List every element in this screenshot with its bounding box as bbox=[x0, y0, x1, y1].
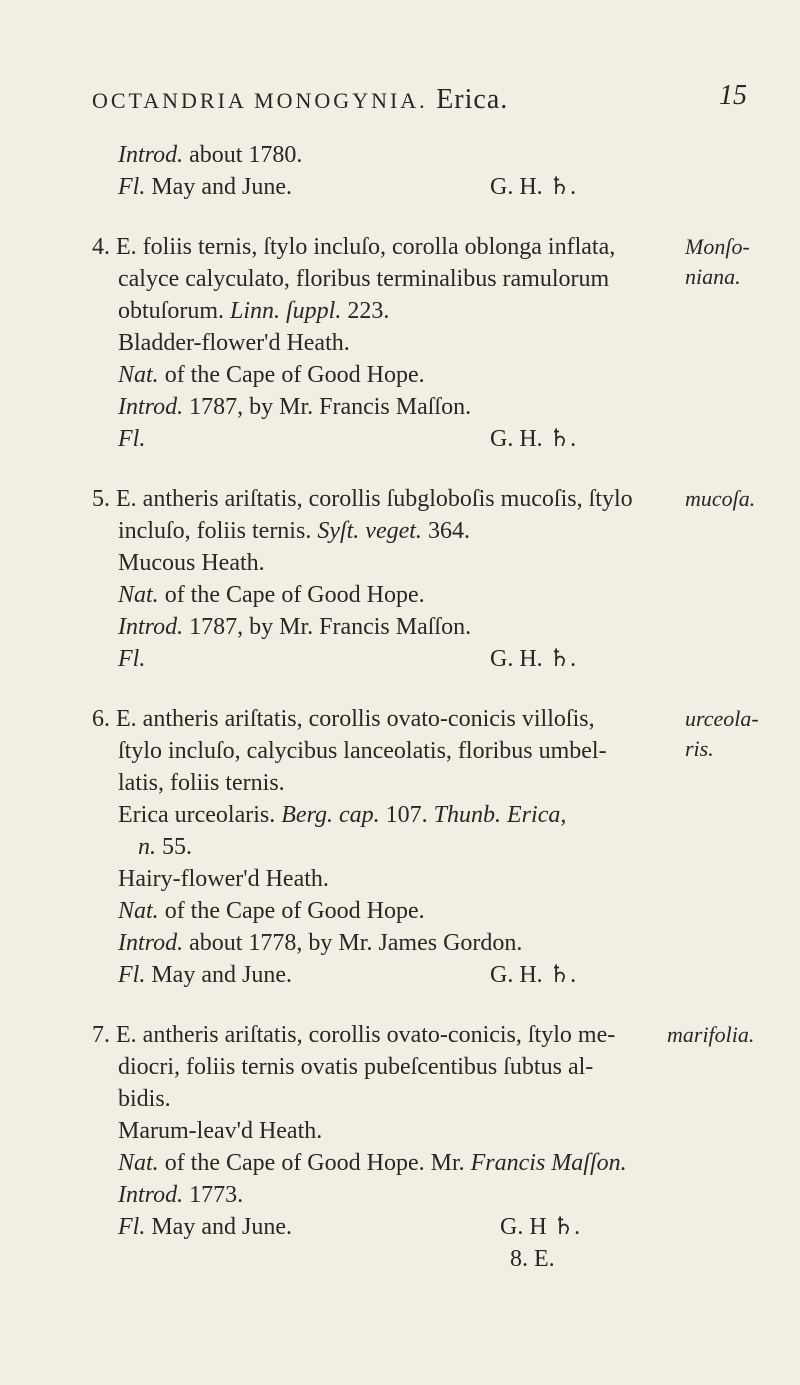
entry-line bbox=[92, 232, 615, 262]
running-title-text: OCTANDRIA MONOGYNIA. bbox=[92, 88, 428, 113]
entry-text: E. foliis ternis, ſtylo incluſo, corolla oblonga inflata, bbox=[116, 234, 616, 260]
citation-page: 223. bbox=[341, 298, 390, 324]
citation-page: 364. bbox=[421, 518, 470, 544]
habitat-symbol: G. H. ♄. bbox=[490, 646, 577, 672]
habitat-symbol: G. H ♄. bbox=[500, 1214, 581, 1240]
catchword: 8. E. bbox=[510, 1246, 555, 1272]
entry-line: latis, foliis ternis. bbox=[118, 770, 285, 796]
entry-line: calyce calyculato, floribus terminalibus ramulorum bbox=[118, 266, 610, 292]
genus-title: Erica. bbox=[436, 84, 509, 115]
nat-label: Nat. bbox=[118, 898, 159, 924]
entry-text: E. antheris ariſtatis, corollis ſubgloboſis mucoſis, ſtylo bbox=[116, 486, 633, 512]
entry-line: bidis. bbox=[118, 1086, 171, 1112]
introd-line bbox=[118, 392, 471, 422]
species-name: urceola- bbox=[685, 706, 759, 731]
synonym-text: Erica urceolaris. bbox=[118, 802, 282, 828]
entry-text: obtuſorum. bbox=[118, 298, 230, 324]
entry-line bbox=[92, 1020, 615, 1050]
native-line bbox=[118, 896, 425, 926]
citation-page: 55. bbox=[156, 834, 192, 860]
introd-line bbox=[118, 1180, 243, 1210]
flowering-line bbox=[118, 172, 292, 202]
page-number: 15 bbox=[719, 80, 747, 111]
introd-label: Introd. bbox=[118, 930, 184, 956]
native-line bbox=[118, 580, 425, 610]
flowering-line bbox=[118, 644, 145, 674]
common-name: Mucous Heath. bbox=[118, 550, 265, 576]
fl-text: May and June. bbox=[145, 1214, 292, 1240]
citation: Syſt. veget. bbox=[317, 518, 422, 544]
entry-number: 6. bbox=[92, 706, 110, 732]
species-name: niana. bbox=[685, 264, 741, 289]
running-title bbox=[92, 84, 508, 116]
introd-label: Introd. bbox=[118, 1182, 184, 1208]
introd-line bbox=[118, 140, 302, 170]
entry-number: 7. bbox=[92, 1022, 110, 1048]
common-name: Hairy-flower'd Heath. bbox=[118, 866, 329, 892]
fl-label: Fl. bbox=[118, 174, 146, 200]
flowering-line bbox=[118, 1212, 292, 1242]
fl-text: May and June. bbox=[145, 174, 292, 200]
flowering-line bbox=[118, 960, 292, 990]
entry-line bbox=[118, 296, 389, 326]
flowering-line bbox=[118, 424, 145, 454]
running-header bbox=[92, 78, 747, 118]
nat-text: of the Cape of Good Hope. bbox=[158, 582, 425, 608]
habitat-symbol: G. H. ♄. bbox=[490, 962, 577, 988]
introd-label: Introd. bbox=[118, 394, 184, 420]
citation: Linn. ſuppl. bbox=[230, 298, 342, 324]
introd-text: 1773. bbox=[183, 1182, 244, 1208]
introd-line bbox=[118, 612, 471, 642]
citation: n. bbox=[138, 834, 156, 860]
introd-text: about 1780. bbox=[183, 142, 303, 168]
habitat-symbol: G. H. ♄. bbox=[490, 426, 577, 452]
collector-name: Francis Maſſon. bbox=[470, 1150, 627, 1176]
habitat-symbol: G. H. ♄. bbox=[490, 174, 577, 200]
synonym-line bbox=[138, 832, 192, 862]
species-name: mucoſa. bbox=[685, 486, 756, 511]
entry-text: incluſo, foliis ternis. bbox=[118, 518, 318, 544]
entry-number: 5. bbox=[92, 486, 110, 512]
entry-line: ſtylo incluſo, calycibus lanceolatis, floribus umbel- bbox=[118, 738, 607, 764]
introd-line bbox=[118, 928, 522, 958]
synonym-line bbox=[118, 800, 566, 830]
nat-text: of the Cape of Good Hope. bbox=[158, 898, 425, 924]
citation-page: 107. bbox=[379, 802, 434, 828]
fl-label: Fl. bbox=[118, 426, 146, 452]
nat-label: Nat. bbox=[118, 362, 159, 388]
common-name: Marum-leav'd Heath. bbox=[118, 1118, 323, 1144]
introd-text: about 1778, by Mr. James Gordon. bbox=[183, 930, 523, 956]
entry-number: 4. bbox=[92, 234, 110, 260]
citation: Berg. cap. bbox=[281, 802, 380, 828]
native-line bbox=[118, 1148, 627, 1178]
entry-line bbox=[118, 516, 470, 546]
introd-label: Introd. bbox=[118, 142, 184, 168]
nat-label: Nat. bbox=[118, 1150, 159, 1176]
fl-label: Fl. bbox=[118, 646, 146, 672]
fl-label: Fl. bbox=[118, 962, 146, 988]
nat-text: of the Cape of Good Hope. bbox=[158, 362, 425, 388]
introd-text: 1787, by Mr. Francis Maſſon. bbox=[183, 614, 472, 640]
species-name: marifolia. bbox=[667, 1022, 755, 1047]
common-name: Bladder-flower'd Heath. bbox=[118, 330, 350, 356]
nat-text: of the Cape of Good Hope. Mr. bbox=[158, 1150, 471, 1176]
entry-text: E. antheris ariſtatis, corollis ovato-conicis, ſtylo me- bbox=[116, 1022, 616, 1048]
entry-line bbox=[92, 484, 633, 514]
fl-text: May and June. bbox=[145, 962, 292, 988]
species-name: ris. bbox=[685, 736, 714, 761]
fl-label: Fl. bbox=[118, 1214, 146, 1240]
native-line bbox=[118, 360, 425, 390]
entry-text: E. antheris ariſtatis, corollis ovato-conicis villoſis, bbox=[116, 706, 595, 732]
introd-text: 1787, by Mr. Francis Maſſon. bbox=[183, 394, 472, 420]
entry-line bbox=[92, 704, 595, 734]
introd-label: Introd. bbox=[118, 614, 184, 640]
entry-line: diocri, foliis ternis ovatis pubeſcentibus ſubtus al- bbox=[118, 1054, 594, 1080]
citation: Thunb. Erica, bbox=[433, 802, 567, 828]
nat-label: Nat. bbox=[118, 582, 159, 608]
species-name: Monſo- bbox=[685, 234, 750, 259]
